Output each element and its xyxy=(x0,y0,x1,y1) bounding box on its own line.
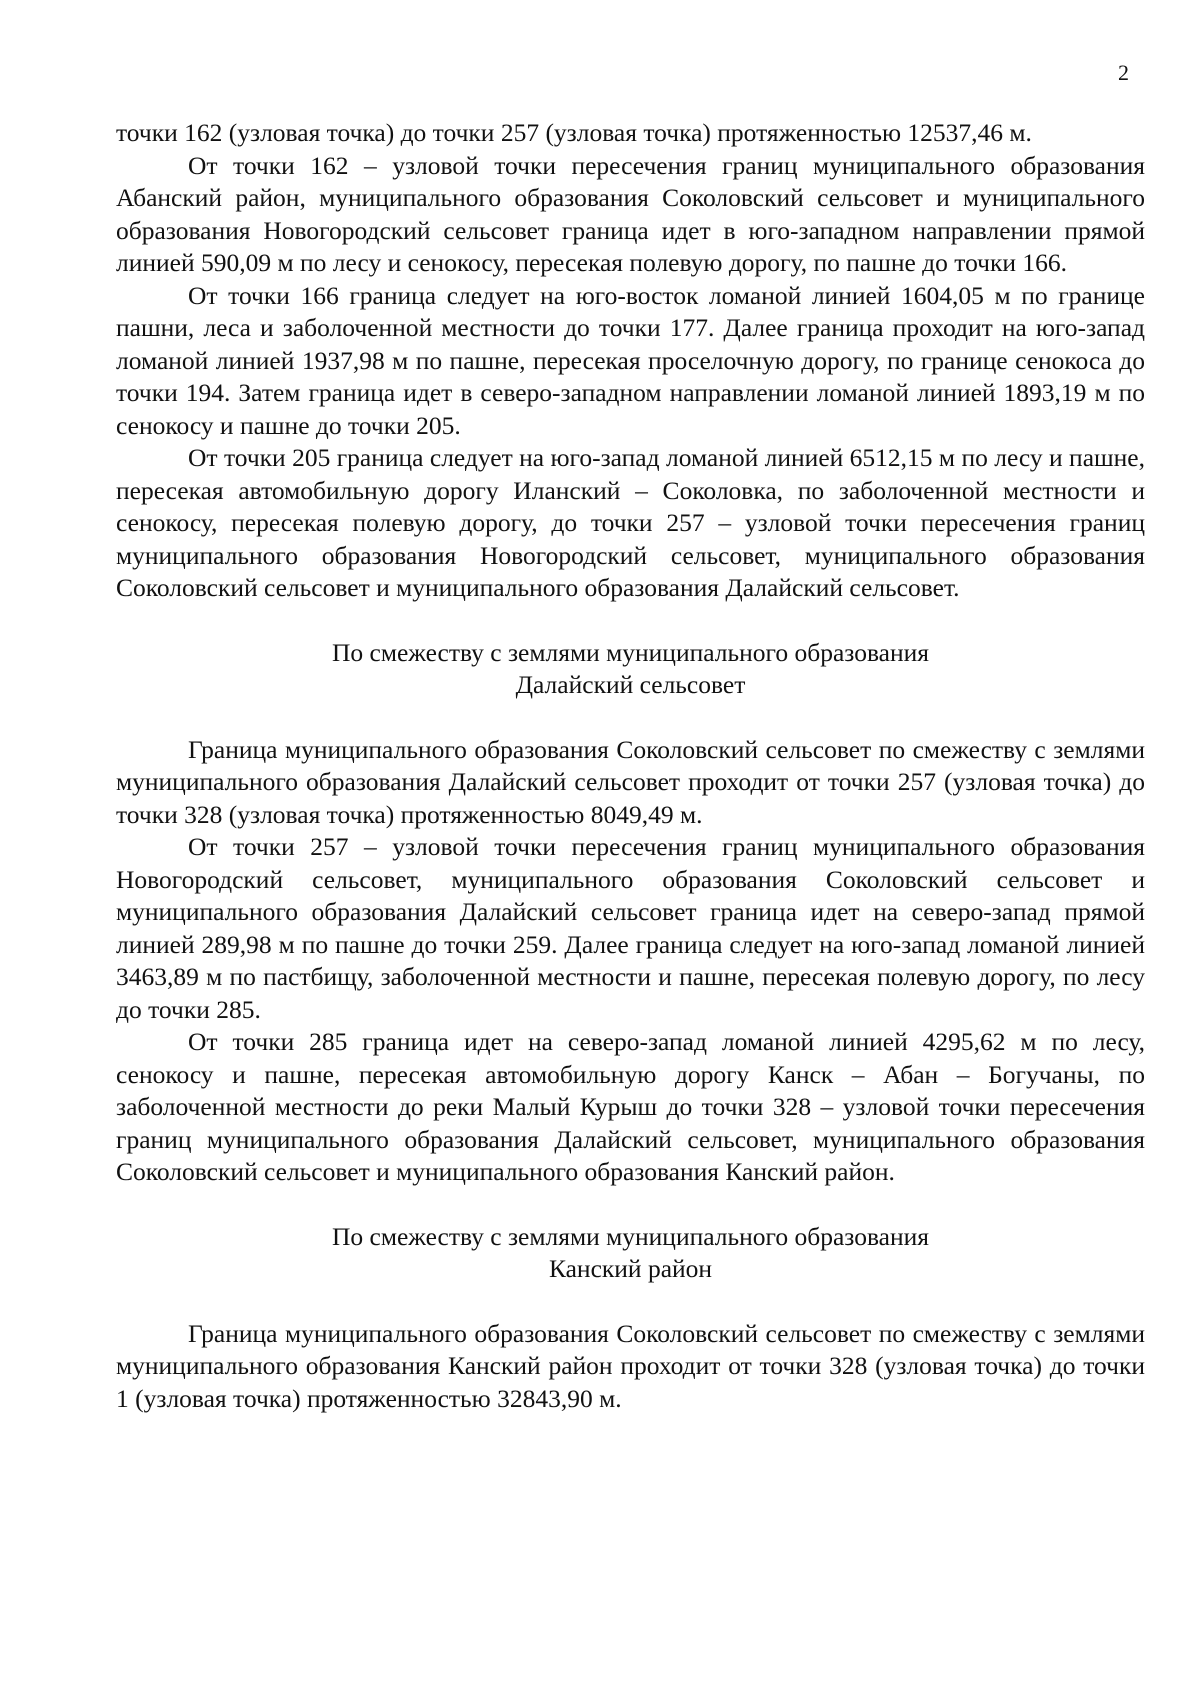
paragraph: От точки 162 – узловой точки пересечения границ муниципального образования Абанский район, муниципального образования Соколовский сельсовет и муниципального образования Новогородский сельсовет граница идет в юго-западном направлении прямой линией 590,09 м по лесу и сенокосу, пересекая полевую дорогу, по пашне до точки 166. xyxy=(116,150,1145,277)
paragraph: От точки 257 – узловой точки пересечения границ муниципального образования Новогородский сельсовет, муниципального образования Соколовский сельсовет и муниципального образования Далайский сельсовет граница идет на северо-запад прямой линией 289,98 м по пашне до точки 259. Далее граница следует на юго-запад ломаной линией 3463,89 м по пастбищу, заболоченной местности и пашне, пересекая полевую дорогу, по лесу до точки 285. xyxy=(116,832,1145,1024)
paragraph: Граница муниципального образования Соколовский сельсовет по смежеству с землями муниципального образования Далайский сельсовет проходит от точки 257 (узловая точка) до точки 328 (узловая точка) протяженностью 8049,49 м. xyxy=(116,734,1145,829)
paragraph: От точки 205 граница следует на юго-запад ломаной линией 6512,15 м по лесу и пашне, пересекая автомобильную дорогу Иланский – Соколовка, по заболоченной местности и сенокосу, пересекая полевую дорогу, до точки 257 – узловой точки пересечения границ муниципального образования Новогородский сельсовет, муниципального образования Соколовский сельсовет и муниципального образования Далайский сельсовет. xyxy=(116,443,1145,602)
paragraph: Граница муниципального образования Соколовский сельсовет по смежеству с землями муниципального образования Канский район проходит от точки 328 (узловая точка) до точки 1 (узловая точка) протяженностью 32843,90 м. xyxy=(116,1318,1145,1413)
paragraph-continuation: точки 162 (узловая точка) до точки 257 (узловая точка) протяженностью 12537,46 м. xyxy=(116,118,1032,147)
section-heading-kansky xyxy=(116,1221,1145,1286)
section-heading-line: Далайский сельсовет xyxy=(515,670,746,699)
section-heading-line: По смежеству с землями муниципального образования xyxy=(331,637,929,667)
section-heading-line: Канский район xyxy=(548,1254,713,1283)
section-heading-dalaysky xyxy=(116,637,1145,702)
document-body xyxy=(116,117,1145,1415)
section-heading-line: По смежеству с землями муниципального образования xyxy=(331,1221,929,1251)
paragraph: От точки 166 граница следует на юго-восток ломаной линией 1604,05 м по границе пашни, леса и заболоченной местности до точки 177. Далее граница проходит на юго-запад ломаной линией 1937,98 м по пашне, пересекая проселочную дорогу, по границе сенокоса до точки 194. Затем граница идет в северо-западном направлении ломаной линией 1893,19 м по сенокосу и пашне до точки 205. xyxy=(116,280,1145,440)
page-number: 2 xyxy=(1118,60,1129,85)
paragraph: От точки 285 граница идет на северо-запад ломаной линией 4295,62 м по лесу, сенокосу и пашне, пересекая автомобильную дорогу Канск – Абан – Богучаны, по заболоченной местности до реки Малый Курыш до точки 328 – узловой точки пересечения границ муниципального образования Далайский сельсовет, муниципального образования Соколовский сельсовет и муниципального образования Канский район. xyxy=(116,1027,1145,1186)
